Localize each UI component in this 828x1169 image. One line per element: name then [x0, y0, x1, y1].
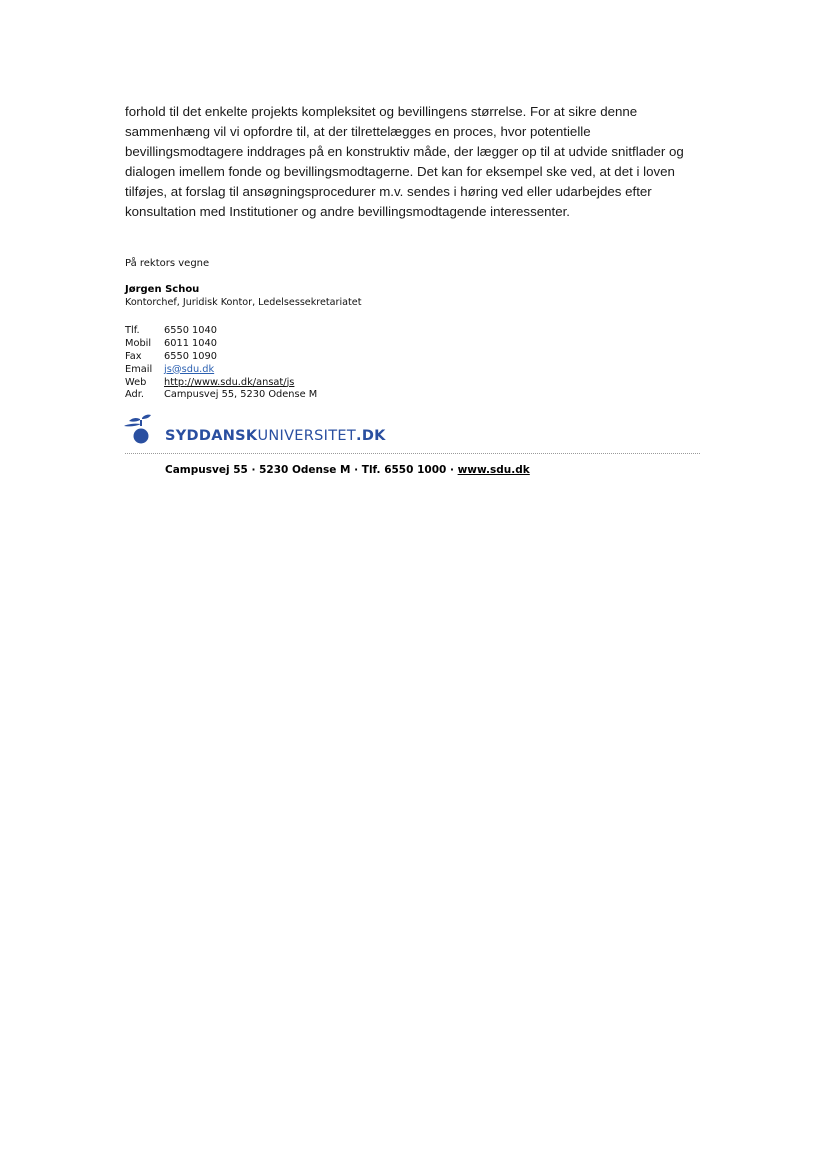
signatory-title: Kontorchef, Juridisk Kontor, Ledelsessekretariatet — [125, 297, 362, 308]
contact-label: Fax — [125, 350, 142, 362]
contact-label: Adr. — [125, 389, 144, 401]
signatory-name: Jørgen Schou — [125, 284, 200, 295]
fax-value: 6550 1090 — [164, 350, 217, 362]
closing-phrase: På rektors vegne — [125, 258, 210, 269]
contact-row-address — [125, 389, 317, 402]
logo-text-suffix: .DK — [356, 428, 386, 444]
contact-label: Web — [125, 376, 147, 388]
logo-text-bold: SYDDANSK — [165, 428, 258, 444]
contact-row-phone — [125, 325, 317, 338]
contact-label: Mobil — [125, 337, 152, 349]
footer-address: Campusvej 55 · 5230 Odense M · Tlf. 6550 1000 · — [165, 464, 458, 476]
footer-website-link[interactable]: www.sdu.dk — [457, 464, 530, 476]
logo-text-thin: UNIVERSITET — [257, 428, 357, 444]
body-line: konsultation med Institutioner og andre bevillingsmodtagende interessenter. — [125, 203, 570, 219]
footer-divider — [125, 453, 700, 454]
body-line: bevillingsmodtagere inddrages på en konstruktiv måde, der lægger op til at udvide snitflader og — [125, 143, 684, 159]
contact-label: Tlf. — [125, 325, 140, 336]
contact-row-email — [125, 364, 317, 377]
contact-block — [125, 325, 317, 402]
body-line: sammenhæng vil vi opfordre til, at der tilrettelægges en proces, hvor potentielle — [125, 123, 591, 139]
sdu-apple-logo-icon — [122, 414, 162, 446]
university-logo-text — [165, 428, 386, 444]
phone-value: 6550 1040 — [164, 325, 217, 336]
letterhead-footer — [165, 464, 530, 476]
contact-row-fax — [125, 351, 317, 364]
body-line: forhold til det enkelte projekts kompleksitet og bevillingens størrelse. For at sikre denne — [125, 104, 638, 119]
contact-label: Email — [125, 363, 153, 375]
letter-body — [125, 102, 710, 221]
contact-row-mobile — [125, 338, 317, 351]
body-line: tilføjes, at forslag til ansøgningsprocedurer m.v. sendes i høring ved eller udarbejdes efter — [125, 183, 652, 199]
mobile-value: 6011 1040 — [164, 337, 217, 349]
email-link[interactable]: js@sdu.dk — [164, 363, 215, 375]
contact-row-web — [125, 377, 317, 390]
web-link[interactable]: http://www.sdu.dk/ansat/js — [164, 376, 295, 388]
body-line: dialogen imellem fonde og bevillingsmodtagerne. Det kan for eksempel ske ved, at det i loven — [125, 163, 675, 179]
address-value: Campusvej 55, 5230 Odense M — [164, 389, 318, 401]
